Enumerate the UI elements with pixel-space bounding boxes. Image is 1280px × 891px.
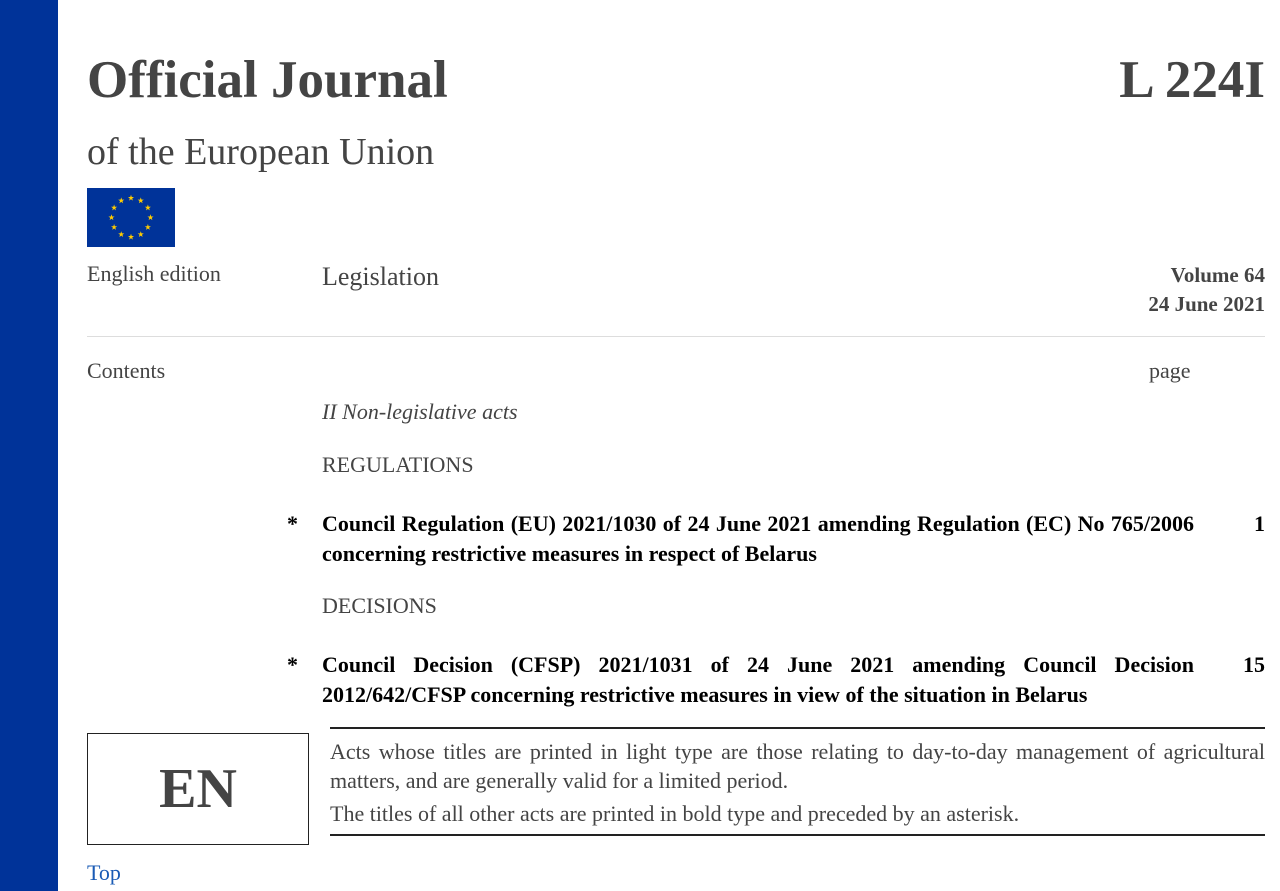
eu-blue-side-band [0, 0, 58, 891]
page-column-heading: page [1149, 358, 1191, 383]
volume-info [1148, 261, 1265, 319]
volume-number: Volume 64 [1170, 263, 1265, 287]
toc-entry-decision-link[interactable]: Council Decision (CFSP) 2021/1031 of 24 June 2021 amending Council Decision 2012/642/CFSP concerning restrictive measures in view of the situation in Belarus [322, 652, 1194, 707]
flag-star-icon [118, 197, 124, 203]
flag-star-icon [111, 205, 117, 211]
back-to-top-link[interactable]: Top [87, 860, 121, 885]
flag-star-icon [145, 224, 151, 230]
flag-star-icon [108, 214, 114, 220]
journal-subtitle: of the European Union [87, 131, 435, 173]
flag-star-icon [147, 214, 153, 220]
asterisk-marker: * [287, 652, 298, 677]
publication-date: 24 June 2021 [1148, 292, 1265, 316]
flag-star-icon [111, 224, 117, 230]
flag-star-icon [145, 205, 151, 211]
contents-heading: Contents [87, 358, 166, 383]
toc-entry-page-number: 15 [1243, 652, 1265, 677]
category-label: Legislation [322, 262, 439, 291]
note-bold-type: The titles of all other acts are printed in bold type and preceded by an asterisk. [330, 801, 1020, 826]
note-light-type: Acts whose titles are printed in light type are those relating to day-to-day management of agricultural matters, and are generally valid for a limited period. [330, 739, 1265, 793]
toc-entry-regulation-link[interactable]: Council Regulation (EU) 2021/1030 of 24 June 2021 amending Regulation (EC) No 765/2006 concerning restrictive measures in respect of Belarus [322, 511, 1194, 566]
typography-note [330, 727, 1265, 836]
header-divider [87, 336, 1265, 337]
language-code: EN [159, 758, 237, 820]
journal-title: Official Journal [87, 51, 448, 109]
language-code-box [87, 733, 309, 845]
flag-star-icon [118, 231, 124, 237]
section-heading: II Non-legislative acts [322, 399, 518, 424]
flag-star-icon [128, 234, 134, 240]
eu-flag-icon [87, 188, 175, 247]
flag-star-icon [128, 195, 134, 201]
group-heading-decisions: DECISIONS [322, 593, 437, 618]
asterisk-marker: * [287, 511, 298, 536]
flag-star-icon [138, 231, 144, 237]
toc-entry-page-number: 1 [1254, 511, 1265, 536]
journal-series-number: L 224I [1119, 51, 1265, 109]
group-heading-regulations: REGULATIONS [322, 452, 474, 477]
flag-star-icon [138, 197, 144, 203]
edition-label: English edition [87, 261, 221, 286]
